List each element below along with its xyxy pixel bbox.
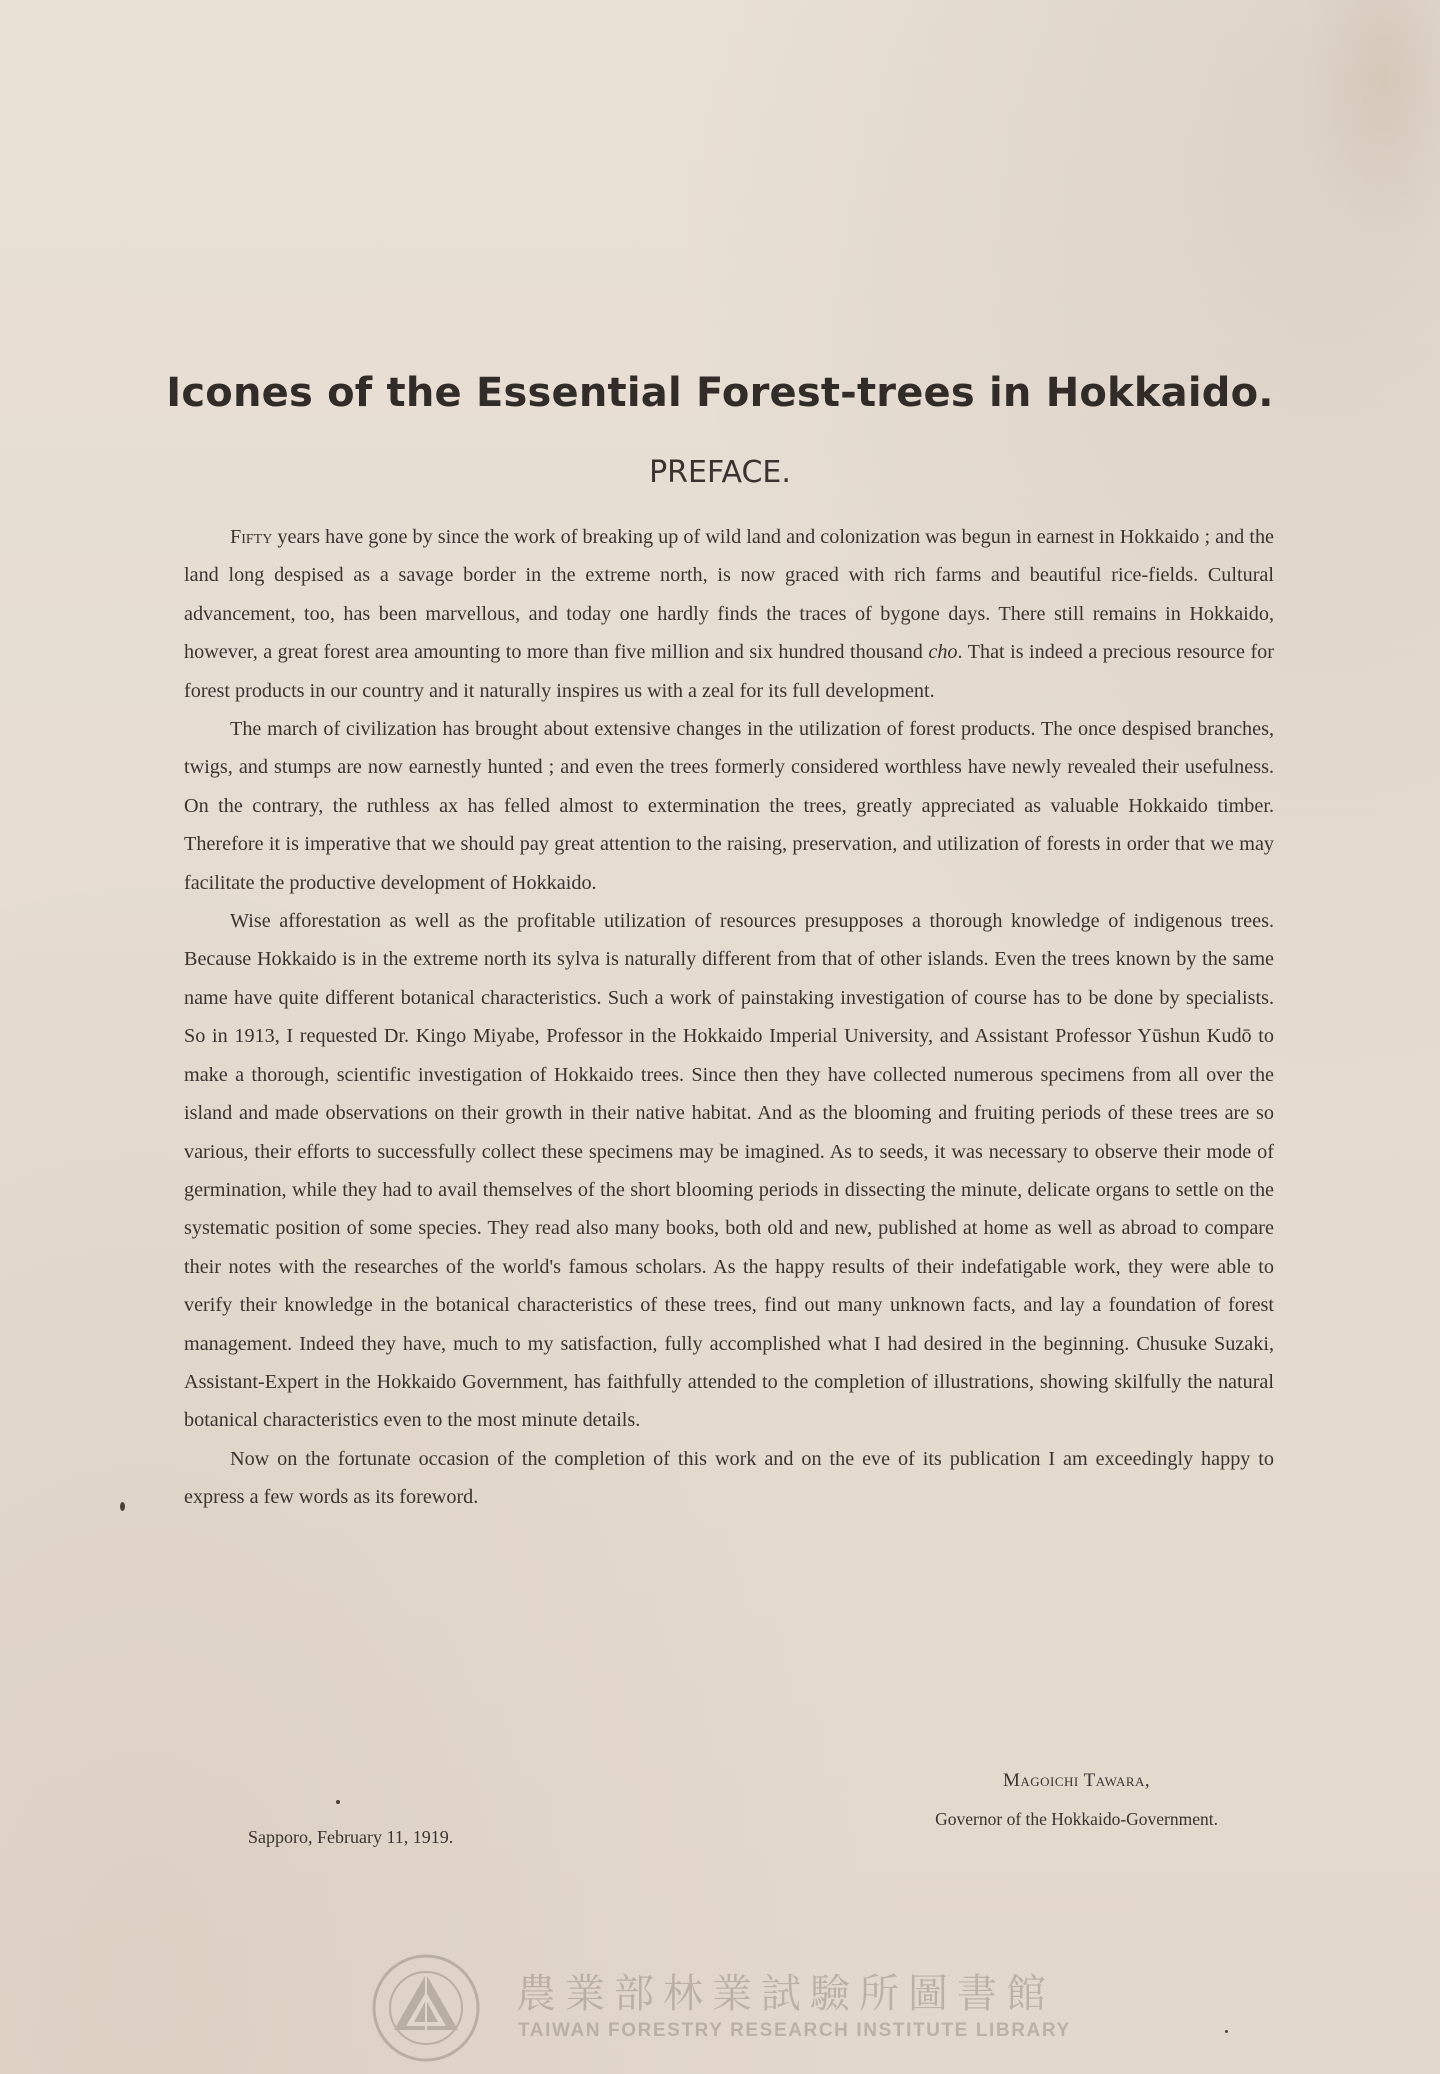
paragraph-1	[184, 518, 1274, 710]
watermark-english: TAIWAN FORESTRY RESEARCH INSTITUTE LIBRARY	[518, 2020, 1071, 2041]
preface-heading: PREFACE.	[649, 455, 791, 490]
paragraph-1-emphasis: cho	[928, 641, 958, 664]
preface-body	[184, 518, 1274, 1517]
dateline: Sapporo, February 11, 1919.	[248, 1827, 454, 1847]
ink-speck	[336, 1800, 340, 1804]
paragraph-3: Wise afforestation as well as the profitable utilization of resources presupposes a thorough knowledge of indigenous trees. Because Hokkaido is in the extreme north its sylva is naturally different from that of other islands. Even the trees known by the same name have quite different botanical characteristics. Such a work of painstaking investigation of course has to be done by specialists. So in 1913, I requested Dr. Kingo Miyabe, Professor in the Hokkaido Imperial University, and Assistant Professor Yūshun Kudō to make a thorough, scientific investigation of Hokkaido trees. Since then they have collected numerous specimens from all over the island and made observations on their growth in their native habitat. And as the blooming and fruiting periods of these trees are so various, their efforts to successfully collect these specimens may be imagined. As to seeds, it was necessary to observe their mode of germination, while they had to avail themselves of the short blooming periods in dissecting the minute, delicate organs to settle on the systematic position of some species. They read also many books, both old and new, published at home as well as abroad to compare their notes with the researches of the world's famous scholars. As the happy results of their indefatigable work, they were able to verify their knowledge in the botanical characteristics of these trees, find out many unknown facts, and lay a foundation of forest management. Indeed they have, much to my satisfaction, fully accomplished what I had desired in the beginning. Chusuke Suzaki, Assistant-Expert in the Hokkaido Government, has faithfully attended to the completion of illustrations, showing skilfully the natural botanical characteristics even to the most minute details.	[184, 910, 1274, 1432]
document-title: Icones of the Essential Forest-trees in Hokkaido.	[166, 370, 1274, 416]
paragraph-1-tail: . That is indeed a precious resource for forest products in our country and it naturally inspires us with a zeal for its full development.	[184, 641, 1274, 702]
ink-speck	[120, 1502, 125, 1511]
signatory-name: Magoichi Tawara,	[1002, 1770, 1151, 1791]
signature-block	[935, 1762, 1218, 1838]
paper-stain	[1300, 0, 1440, 260]
paragraph-4: Now on the fortunate occasion of the completion of this work and on the eve of its publication I am exceedingly happy to express a few words as its foreword.	[184, 1447, 1274, 1509]
ink-speck	[1225, 2030, 1228, 2033]
signatory-title: Governor of the Hokkaido-Government.	[935, 1809, 1218, 1829]
library-seal-icon	[370, 1952, 482, 2064]
library-watermark	[370, 1952, 1090, 2064]
paragraph-1-text: years have gone by since the work of breaking up of wild land and colonization was begun in earnest in Hokkaido ; and the land long despised as a savage border in the extreme north, is now graced with rich farms and beautiful rice-fields. Cultural advancement, too, has been marvellous, and today one hardly finds the traces of bygone days. There still remains in Hokkaido, however, a great forest area amounting to more than five million and six hundred thousand	[184, 526, 1274, 664]
paragraph-1-lead: Fifty	[230, 526, 273, 548]
paragraph-2: The march of civilization has brought about extensive changes in the utilization of forest products. The once despised branches, twigs, and stumps are now earnestly hunted ; and even the trees formerly considered worthless have newly revealed their usefulness. On the contrary, the ruthless ax has felled almost to extermination the trees, greatly appreciated as valuable Hokkaido timber. Therefore it is imperative that we should pay great attention to the raising, preservation, and utilization of forests in order that we may facilitate the productive development of Hokkaido.	[184, 718, 1274, 894]
watermark-chinese: 農業部林業試驗所圖書館	[516, 1971, 1055, 2017]
